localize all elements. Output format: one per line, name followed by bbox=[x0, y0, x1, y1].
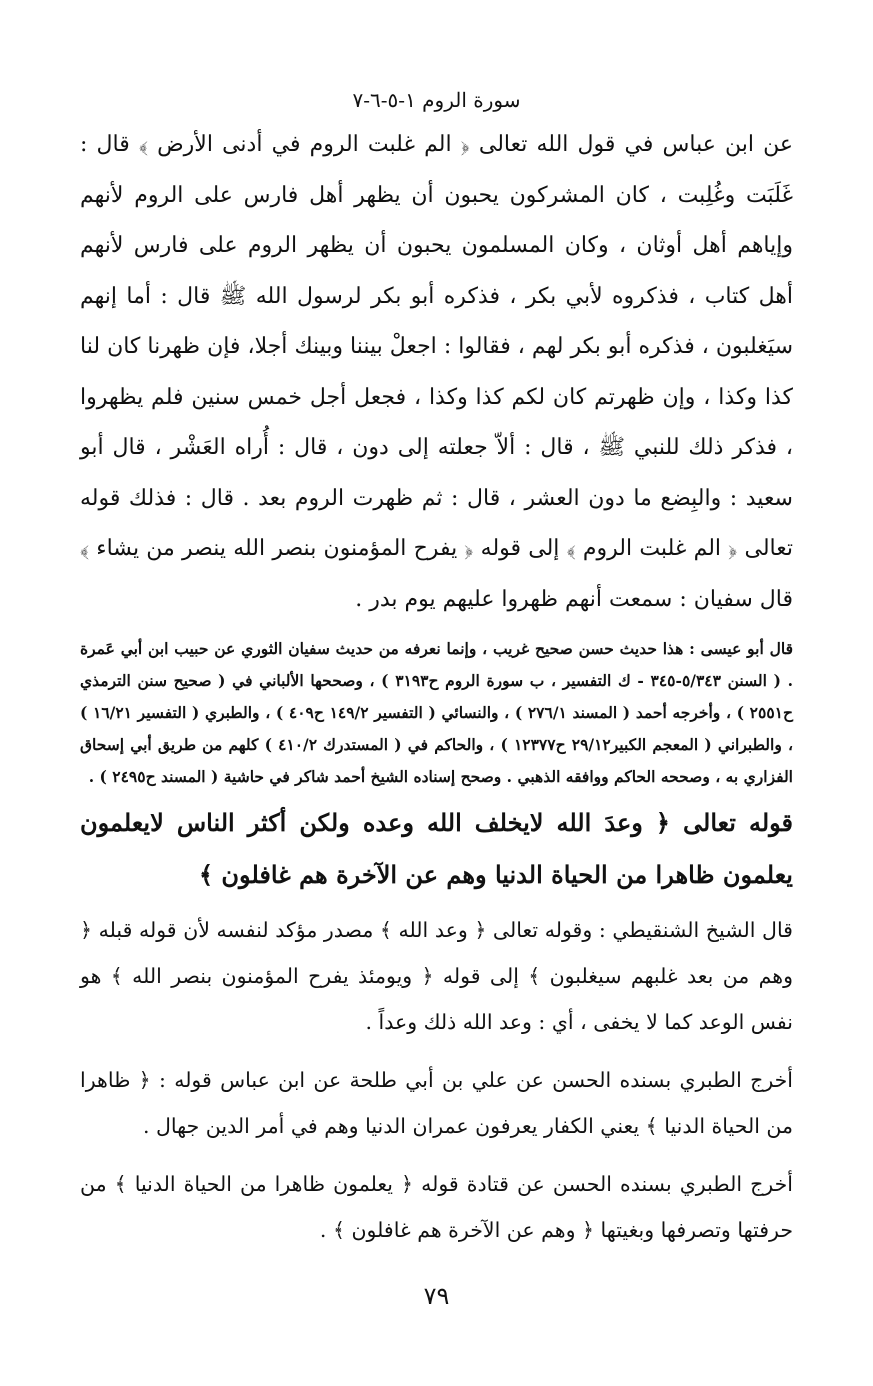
takhrij-note bbox=[80, 633, 793, 793]
page-number: ٧٩ bbox=[423, 1282, 450, 1310]
running-header: سورة الروم ١-٥-٦-٧ bbox=[352, 88, 521, 112]
hadith-paragraph: عن ابن عباس في قول الله تعالى ﴿ الم غلبت الروم في أدنى الأرض ﴾ قال : غَلَبَت وغُلِبت ، كان المشركون يحبون أن يظهر أهل فارس على الروم لأنهم وإياهم أهل أوثان ، وكان المسلمون يحبون أن يظهر الروم على فارس لأنهم أهل كتاب ، فذكروه لأبي بكر ، فذكره أبو بكر لرسول الله ﷺ قال : أما إنهم سيَغلبون ، فذكره أبو بكر لهم ، فقالوا : اجعلْ بيننا وبينك أجلا، فإن ظهرنا كان لنا كذا وكذا ، وإن ظهرتم كان لكم كذا وكذا ، فجعل أجل خمس سنين فلم يظهروا ، فذكر ذلك للنبي ﷺ ، قال : ألاّ جعلته إلى دون ، قال : أُراه العَشْر ، قال أبو سعيد : والبِضع ما دون العشر ، قال : ثم ظهرت الروم بعد . قال : فذلك قوله تعالى ﴿ الم غلبت الروم ﴾ إلى قوله ﴿ يفرح المؤمنون بنصر الله ينصر من يشاء ﴾ قال سفيان : سمعت أنهم ظهروا عليهم يوم بدر . bbox=[80, 132, 793, 612]
takhrij-paragraph: قال أبو عيسى : هذا حديث حسن صحيح غريب ، وإنما نعرفه من حديث سفيان الثوري عن حبيب ابن أبي عَمرة . ( السنن ٥/٣٤٣-٣٤٥ - ك التفسير ، ب سورة الروم ح٣١٩٣ ) ، وصححها الألباني في ( صحيح سنن الترمذي ح٢٥٥١ ) ، وأخرجه أحمد ( المسند ٢٧٦/١ ) ، والنسائي ( التفسير ١٤٩/٢ ح٤٠٩ ) ، والطبري ( التفسير ١٦/٢١ ) ، والطبراني ( المعجم الكبير٢٩/١٢ ح١٢٣٧٧ ) ، والحاكم في ( المستدرك ٤١٠/٢ ) كلهم من طريق أبي إسحاق الفزاري به ، وصححه الحاكم ووافقه الذهبي . وصحح إسناده الشيخ أحمد شاكر في حاشية ( المسند ح٢٤٩٥ ) . bbox=[80, 639, 793, 786]
commentary-paragraph-shinqiti: قال الشيخ الشنقيطي : وقوله تعالى ﴿ وعد الله ﴾ مصدر مؤكد لنفسه لأن قوله قبله ﴿ وهم من بعد غلبهم سيغلبون ﴾ إلى قوله ﴿ ويومئذ يفرح المؤمنون بنصر الله ﴾ هو نفس الوعد كما لا يخفى ، أي : وعد الله ذلك وعداً . bbox=[80, 918, 793, 1034]
commentary bbox=[80, 907, 793, 1253]
commentary-paragraph-tabari-2: أخرج الطبري بسنده الحسن عن قتادة قوله ﴿ يعلمون ظاهرا من الحياة الدنيا ﴾ من حرفتها وتصرفها وبغيتها ﴿ وهم عن الآخرة هم غافلون ﴾ . bbox=[80, 1172, 793, 1242]
hadith-text bbox=[80, 120, 793, 625]
commentary-paragraph-tabari-1: أخرج الطبري بسنده الحسن عن علي بن أبي طلحة عن ابن عباس قوله : ﴿ ظاهرا من الحياة الدنيا ﴾ يعني الكفار يعرفون عمران الدنيا وهم في أمر الدين جهال . bbox=[80, 1068, 793, 1138]
verse-heading-text: قوله تعالى ﴿ وعدَ الله لايخلف الله وعده ولكن أكثر الناس لايعلمون يعلمون ظاهرا من الحياة الدنيا وهم عن الآخرة هم غافلون ﴾ bbox=[80, 808, 793, 889]
verse-heading bbox=[80, 797, 793, 901]
